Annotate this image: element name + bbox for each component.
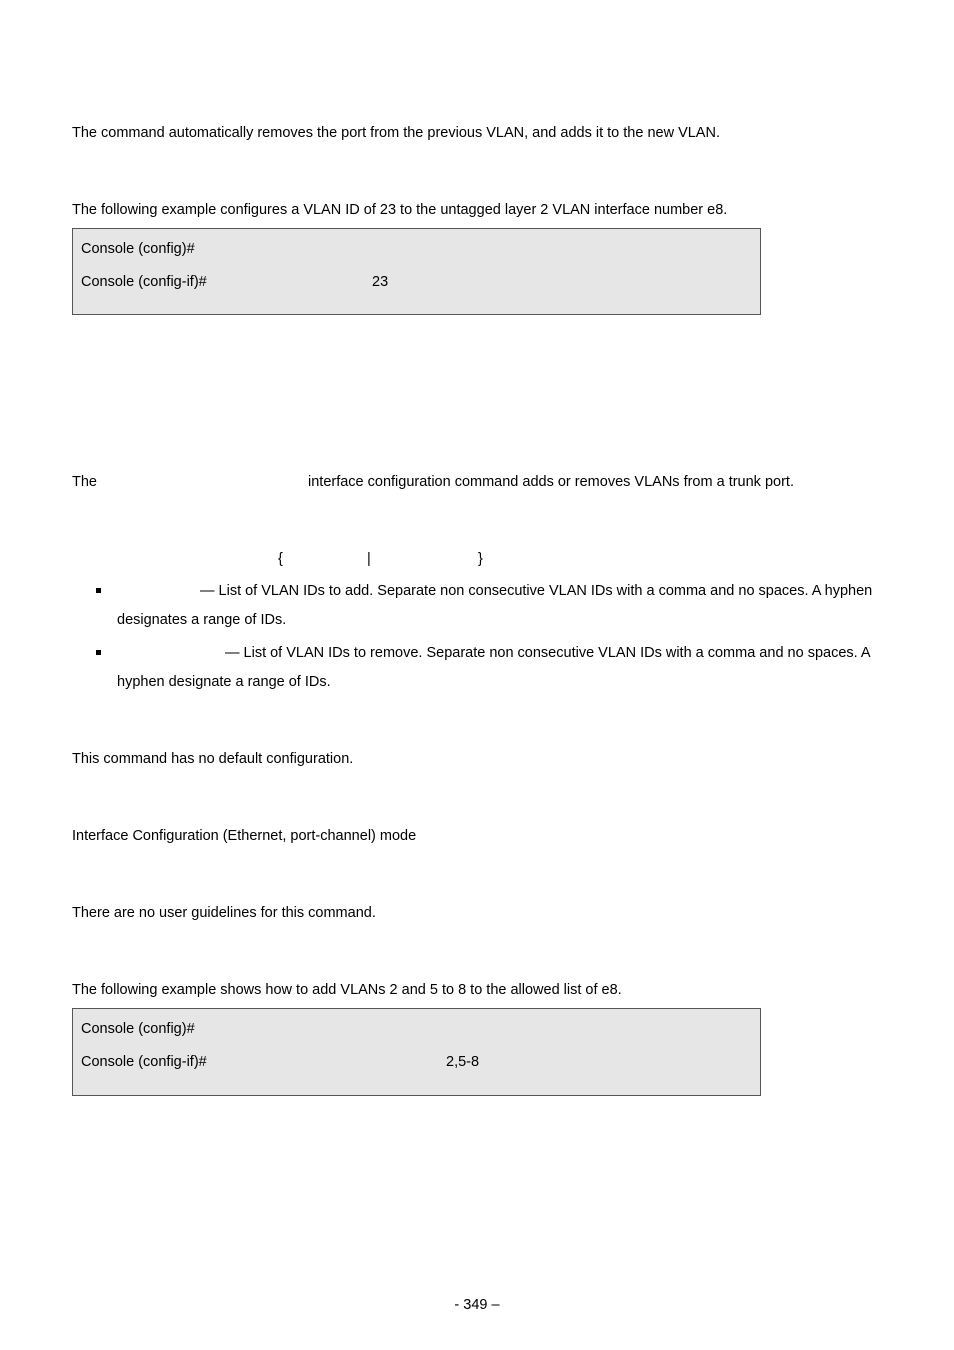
user-guidelines-text: The command automatically removes the port from the previous VLAN, and adds it to the new VLAN. bbox=[72, 125, 720, 141]
console-example-box bbox=[72, 1008, 761, 1096]
default-configuration-text: This command has no default configuration. bbox=[72, 751, 354, 767]
console-prompt: Console (config)# bbox=[81, 241, 195, 257]
console-prompt: Console (config-if)# bbox=[81, 1054, 207, 1070]
example-intro-text: The following example configures a VLAN ID of 23 to the untagged layer 2 VLAN interface number e8. bbox=[72, 202, 728, 218]
console-prompt: Console (config)# bbox=[81, 1021, 195, 1037]
syntax-close-brace: } bbox=[478, 551, 483, 567]
user-guidelines-text: There are no user guidelines for this command. bbox=[72, 905, 376, 921]
param-remove-description-cont: hyphen designate a range of IDs. bbox=[117, 674, 331, 690]
console-argument: 23 bbox=[372, 274, 389, 290]
bullet-icon bbox=[96, 588, 101, 593]
example-intro-text: The following example shows how to add VLANs 2 and 5 to 8 to the allowed list of e8. bbox=[72, 982, 622, 998]
syntax-separator: | bbox=[367, 551, 371, 567]
command-mode-text: Interface Configuration (Ethernet, port-channel) mode bbox=[72, 828, 417, 844]
param-remove-description: — List of VLAN IDs to remove. Separate non consecutive VLAN IDs with a comma and no spaces. A bbox=[225, 645, 871, 661]
console-prompt: Console (config-if)# bbox=[81, 274, 207, 290]
command-intro-lead: The bbox=[72, 474, 97, 490]
param-add-description-cont: designates a range of IDs. bbox=[117, 612, 287, 628]
page-number: - 349 – bbox=[454, 1297, 500, 1313]
console-example-box bbox=[72, 228, 761, 315]
bullet-icon bbox=[96, 650, 101, 655]
command-intro-text: interface configuration command adds or removes VLANs from a trunk port. bbox=[308, 474, 794, 490]
syntax-open-brace: { bbox=[278, 551, 283, 567]
param-add-description: — List of VLAN IDs to add. Separate non consecutive VLAN IDs with a comma and no spaces. A hyphen bbox=[200, 583, 873, 599]
console-argument: 2,5-8 bbox=[446, 1054, 480, 1070]
